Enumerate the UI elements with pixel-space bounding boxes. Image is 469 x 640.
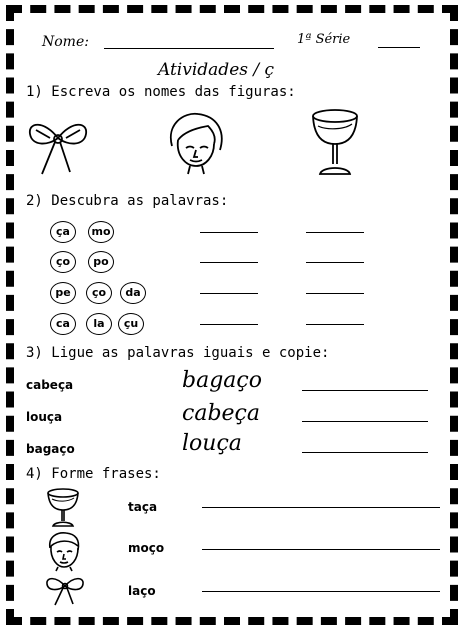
cursive-word: cabeça: [182, 401, 260, 426]
print-word: bagaço: [26, 442, 75, 456]
syllable-circle: ço: [50, 251, 76, 273]
syllable-circle: ça: [50, 221, 76, 243]
syllable-circle: la: [86, 313, 112, 335]
syllable-circle: po: [88, 251, 114, 273]
page-title: Atividades / ç: [158, 60, 275, 80]
bow-icon: [24, 116, 92, 178]
syllable-circle: mo: [88, 221, 114, 243]
answer-line[interactable]: [306, 232, 364, 233]
answer-line[interactable]: [200, 324, 258, 325]
cup-icon: [46, 488, 80, 528]
grade-answer-line[interactable]: [378, 47, 420, 48]
question-4-text: 4) Forme frases:: [26, 466, 161, 482]
answer-line[interactable]: [200, 293, 258, 294]
cup-icon: [310, 108, 360, 178]
answer-line[interactable]: [306, 262, 364, 263]
answer-line[interactable]: [306, 293, 364, 294]
boy-face-icon: [44, 530, 84, 572]
sentence-answer-line[interactable]: [202, 591, 440, 592]
syllable-circle: pe: [50, 282, 76, 304]
question-3-text: 3) Ligue as palavras iguais e copie:: [26, 345, 330, 361]
question-2-text: 2) Descubra as palavras:: [26, 193, 229, 209]
syllable-circle: ca: [50, 313, 76, 335]
answer-line[interactable]: [200, 232, 258, 233]
copy-answer-line[interactable]: [302, 390, 428, 391]
prompt-word: moço: [128, 541, 165, 555]
prompt-word: taça: [128, 500, 158, 514]
print-word: louça: [26, 410, 63, 424]
cursive-word: louça: [182, 431, 242, 456]
girl-face-icon: [164, 110, 228, 176]
bow-icon: [44, 574, 86, 608]
syllable-circle: ço: [86, 282, 112, 304]
cursive-word: bagaço: [182, 368, 262, 393]
name-answer-line[interactable]: [104, 48, 274, 49]
prompt-word: laço: [128, 584, 156, 598]
answer-line[interactable]: [306, 324, 364, 325]
copy-answer-line[interactable]: [302, 452, 428, 453]
question-1-text: 1) Escreva os nomes das figuras:: [26, 84, 296, 100]
sentence-answer-line[interactable]: [202, 549, 440, 550]
sentence-answer-line[interactable]: [202, 507, 440, 508]
name-label: Nome:: [42, 34, 89, 50]
copy-answer-line[interactable]: [302, 421, 428, 422]
grade-label: 1ª Série: [297, 32, 351, 47]
answer-line[interactable]: [200, 262, 258, 263]
syllable-circle: da: [120, 282, 146, 304]
syllable-circle: çu: [118, 313, 144, 335]
print-word: cabeça: [26, 378, 74, 392]
